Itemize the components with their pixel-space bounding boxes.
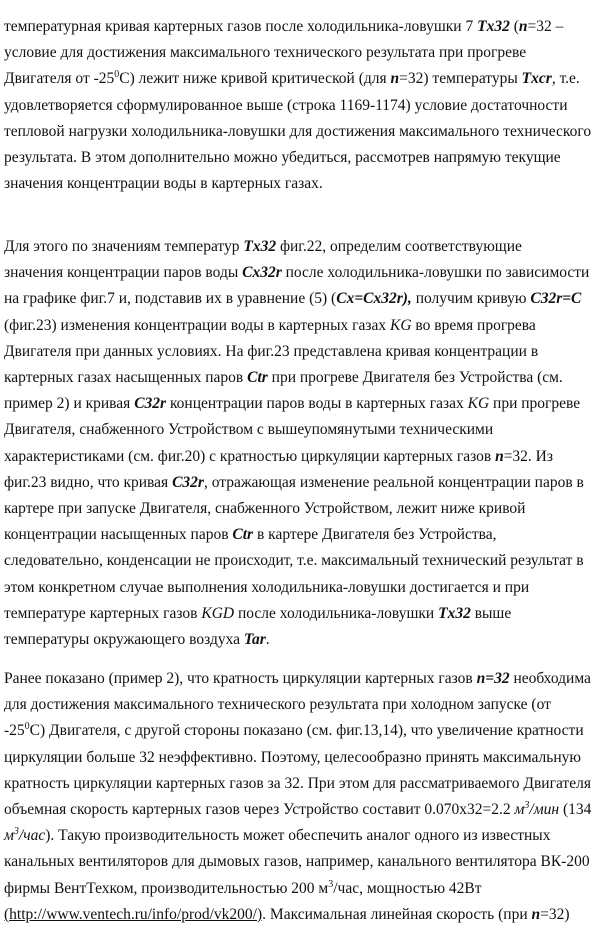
text-run: картерных газах насыщенных паров bbox=[4, 369, 248, 386]
text-run: на графике фиг.7 и, подставив их в уравнение (5) ( bbox=[4, 290, 337, 308]
text-run: ). Такую производительность может обеспечить аналог одного из известных bbox=[45, 827, 551, 845]
text-line bbox=[4, 849, 590, 875]
text-run: после холодильника-ловушки по зависимости bbox=[281, 264, 590, 282]
text-run: 0 bbox=[114, 69, 120, 81]
text-run: Tar bbox=[243, 631, 266, 648]
text-line bbox=[4, 391, 580, 417]
text-run: для достижения максимального технического результата при холодном запуске (от bbox=[4, 696, 551, 714]
text-line bbox=[4, 260, 589, 286]
text-run: получим кривую bbox=[411, 290, 531, 308]
text-line bbox=[4, 575, 529, 601]
text-line bbox=[4, 14, 563, 40]
text-run: , т.е. bbox=[551, 70, 580, 88]
text-line bbox=[4, 496, 525, 522]
text-run: C32r bbox=[134, 395, 167, 413]
text-run: , отражающая изменение реальной концентрации паров в bbox=[203, 473, 584, 491]
text-run: Двигателя от -25 bbox=[4, 70, 115, 88]
text-run: =32 – bbox=[527, 18, 564, 35]
text-run: =32) bbox=[540, 905, 570, 923]
text-line bbox=[4, 548, 584, 574]
text-run: фирмы ВентТехком, производительностью 200 м bbox=[4, 879, 329, 897]
text-line bbox=[4, 417, 493, 443]
text-run: 3 bbox=[328, 878, 334, 890]
text-run: KG bbox=[390, 316, 412, 334]
text-run: ( bbox=[509, 18, 519, 35]
text-run: KG bbox=[467, 395, 490, 413]
text-run: Ранее показано (пример 2), что кратность циркуляции картерных газов bbox=[4, 670, 477, 687]
text-run: температуре картерных газов bbox=[4, 604, 202, 622]
text-run: необходима bbox=[509, 670, 591, 687]
text-run: KGD bbox=[201, 604, 235, 622]
text-run: 3 bbox=[524, 799, 530, 811]
text-line bbox=[4, 522, 496, 548]
text-run: м bbox=[4, 827, 14, 845]
text-run: концентрации паров воды в картерных газах bbox=[166, 395, 468, 413]
text-run: 3 bbox=[13, 826, 19, 838]
text-run: C32r=C bbox=[530, 290, 582, 308]
text-line bbox=[4, 313, 536, 339]
text-run: n bbox=[518, 18, 528, 35]
text-run: (фиг.23) изменения концентрации воды в картерных газах bbox=[4, 316, 390, 334]
text-run: Ctr bbox=[247, 369, 268, 386]
text-run: картере при запуске Двигателя, снабженного Устройством, лежит ниже кривой bbox=[4, 500, 526, 517]
text-run: фиг.22, определим соответствующие bbox=[276, 238, 522, 255]
text-run: после холодильника-ловушки bbox=[234, 604, 439, 622]
text-line bbox=[4, 692, 551, 718]
text-run: значения концентрации паров воды bbox=[4, 264, 243, 282]
text-line bbox=[4, 666, 591, 692]
text-run: /час bbox=[18, 827, 46, 845]
text-line bbox=[4, 718, 584, 744]
reference-link[interactable]: (http://www.ventech.ru/info/prod/vk200/) bbox=[4, 905, 263, 923]
text-run: Txcr bbox=[521, 70, 552, 88]
text-run: (134 bbox=[559, 801, 592, 818]
text-line bbox=[4, 145, 561, 171]
text-run: С) Двигателя, с другой стороны показано (см. фиг.13,14), что увеличение кратности bbox=[29, 722, 584, 740]
text-run: =32. Из bbox=[503, 447, 553, 465]
text-line bbox=[4, 365, 563, 391]
text-run: при прогреве bbox=[489, 395, 581, 413]
text-line bbox=[4, 771, 591, 797]
text-run: фиг.23 видно, что кривая bbox=[4, 473, 173, 491]
text-run: кратность циркуляции картерных газов за 32. При этом для рассматриваемого Двигателя bbox=[4, 774, 591, 792]
text-run: =32) температуры bbox=[399, 70, 522, 88]
text-run: выше bbox=[470, 604, 512, 622]
text-line bbox=[4, 171, 323, 197]
text-run: температурная кривая картерных газов после холодильника-ловушки 7 bbox=[4, 18, 478, 35]
text-run: C32r bbox=[172, 473, 204, 491]
text-line bbox=[4, 470, 584, 496]
text-run: Tx32 bbox=[438, 604, 471, 622]
text-run: n bbox=[531, 905, 541, 923]
text-run: . bbox=[265, 631, 270, 648]
text-run: м bbox=[514, 801, 525, 818]
text-run: значения концентрации воды в картерных газах. bbox=[4, 175, 323, 193]
text-run: циркуляции больше 32 неэффективно. Поэтому, целесообразно принять максимальную bbox=[4, 748, 581, 766]
text-line bbox=[4, 93, 568, 119]
text-line bbox=[4, 66, 580, 92]
text-run: Ctr bbox=[232, 526, 254, 544]
text-line bbox=[4, 119, 591, 145]
text-run: Двигателя при данных условиях. На фиг.23 представлена кривая концентрации в bbox=[4, 342, 539, 360]
text-run: тепловой нагрузки холодильника-ловушки для достижения максимального технического bbox=[4, 122, 592, 140]
text-run: Cx=Cx32r), bbox=[336, 290, 412, 308]
text-run: удовлетворяется сформулированное выше (строка 1169-1174) условие достаточности bbox=[4, 96, 568, 114]
text-run: следовательно, конденсации не происходит, т.е. максимальный технический результат в bbox=[4, 552, 584, 570]
text-run: n bbox=[495, 447, 504, 465]
text-run: этом конкретном случае выполнения холодильника-ловушки достигается и при bbox=[4, 578, 530, 596]
text-run: характеристиками (см. фиг.20) с кратностью циркуляции картерных газов bbox=[4, 447, 496, 465]
text-run: С) лежит ниже кривой критической (для bbox=[119, 70, 391, 88]
text-line bbox=[4, 444, 553, 470]
text-run: объемная скорость картерных газов через Устройство составит 0.070x32=2.2 bbox=[4, 801, 515, 818]
text-run: условие для достижения максимального технического результата при прогреве bbox=[4, 44, 527, 62]
text-line bbox=[4, 823, 550, 849]
text-run: -25 bbox=[4, 722, 25, 740]
text-run: Tx32 bbox=[477, 18, 510, 35]
text-run: результата. В этом дополнительно можно убедиться, рассмотрев напрямую текущие bbox=[4, 149, 561, 166]
text-run: в картере Двигателя без Устройства, bbox=[253, 526, 497, 544]
text-run: канальных вентиляторов для дымовых газов, например, канального вентилятора ВК-200 bbox=[4, 853, 590, 871]
text-run: Для этого по значениям температур bbox=[4, 238, 244, 255]
text-run: /час, мощностью 42Вт bbox=[333, 879, 482, 897]
text-run: Tx32 bbox=[243, 238, 277, 255]
text-run: при прогреве Двигателя без Устройства (см. bbox=[267, 369, 563, 386]
text-line bbox=[4, 339, 538, 365]
text-line bbox=[4, 234, 522, 260]
text-run: n=32 bbox=[476, 670, 510, 687]
text-run: Двигателя, снабженного Устройством с вышеупомянутыми техническими bbox=[4, 421, 494, 439]
text-run: Cx32r bbox=[242, 264, 282, 282]
text-run: /мин bbox=[529, 801, 560, 818]
text-line bbox=[4, 902, 570, 928]
text-run: 0 bbox=[24, 721, 30, 733]
text-run: . Максимальная линейная скорость (при bbox=[262, 905, 532, 923]
text-line bbox=[4, 627, 270, 653]
text-line bbox=[4, 601, 511, 627]
text-run: n bbox=[390, 70, 400, 88]
text-line bbox=[4, 797, 591, 823]
text-run: во время прогрева bbox=[411, 316, 536, 334]
text-run: концентрации насыщенных паров bbox=[4, 526, 233, 544]
text-line bbox=[4, 745, 581, 771]
text-line bbox=[4, 40, 526, 66]
text-line bbox=[4, 286, 581, 312]
text-run: температуры окружающего воздуха bbox=[4, 631, 244, 648]
text-run: пример 2) и кривая bbox=[4, 395, 135, 413]
text-line bbox=[4, 876, 482, 902]
